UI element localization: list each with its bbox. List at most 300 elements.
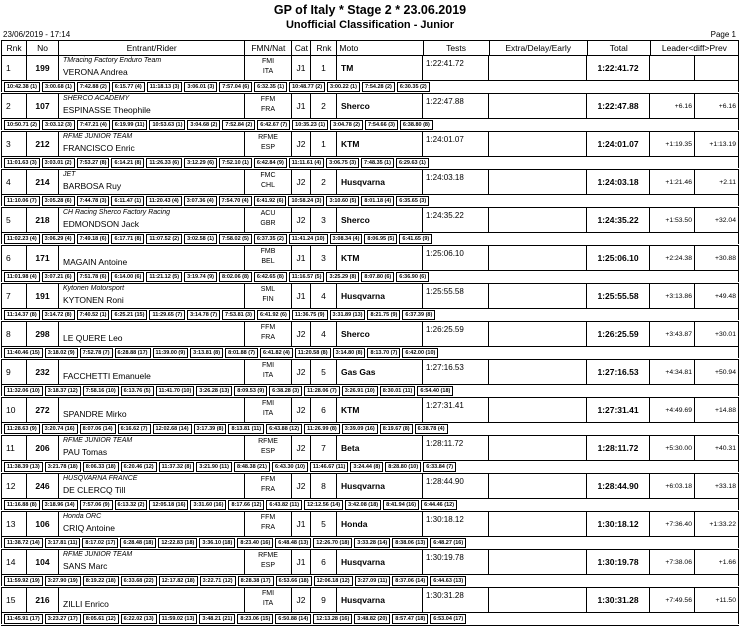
rider-nat: CHL — [260, 182, 275, 189]
split-time: 11:26.99 (8) — [304, 424, 340, 434]
split-time: 8:38.06 (13) — [392, 538, 428, 548]
split-time: 12:13.28 (16) — [313, 614, 352, 624]
split-time: 3:24.44 (8) — [350, 462, 383, 472]
rider-total: 1:30:31.28 — [587, 588, 650, 612]
split-time: 3:27.09 (11) — [355, 576, 391, 586]
split-time: 8:48.38 (21) — [234, 462, 270, 472]
split-time: 8:17.66 (12) — [228, 500, 264, 510]
split-time: 3:07.36 (4) — [184, 196, 217, 206]
rider-number: 199 — [27, 56, 59, 80]
rider-nat: FRA — [261, 486, 275, 493]
rider-extra — [489, 170, 587, 194]
split-time: 8:41.94 (16) — [383, 500, 419, 510]
rider-number: 272 — [27, 398, 59, 422]
rider-moto: Husqvarna — [337, 474, 423, 498]
rider-total: 1:27:16.53 — [587, 360, 650, 384]
rider-fmn: FMB — [260, 248, 276, 255]
split-time: 10:58.24 (3) — [288, 196, 324, 206]
rider-fmn: RFME — [258, 438, 278, 445]
split-time: 8:57.47 (18) — [392, 614, 428, 624]
rider-entrant — [59, 132, 245, 156]
rider-name: BARBOSA Ruy — [63, 181, 122, 191]
rider-extra — [489, 94, 587, 118]
rider-rank: 14 — [2, 550, 27, 574]
rider-main-line — [1, 322, 739, 346]
split-time: 3:06.01 (3) — [184, 82, 217, 92]
rider-rank: 4 — [2, 170, 27, 194]
split-time: 6:42.67 (7) — [257, 120, 290, 130]
rider-total: 1:24:03.18 — [587, 170, 650, 194]
split-time: 12:26.70 (18) — [313, 538, 352, 548]
split-time: 6:42.84 (9) — [254, 158, 287, 168]
rider-entrant — [59, 398, 245, 422]
split-time: 8:28.38 (17) — [238, 576, 274, 586]
rider-name: DE CLERCQ Till — [63, 485, 126, 495]
split-time: 3:04.78 (2) — [330, 120, 363, 130]
split-time: 11:46.67 (11) — [310, 462, 348, 472]
rider-number: 214 — [27, 170, 59, 194]
col-header-total: Total — [587, 41, 650, 56]
rider-category: J2 — [292, 322, 311, 346]
split-time: 3:12.29 (6) — [184, 158, 217, 168]
split-time: 3:06.75 (3) — [326, 158, 359, 168]
rider-fmn: FFM — [260, 96, 276, 103]
rider-rank: 13 — [2, 512, 27, 536]
rider-category: J2 — [292, 208, 311, 232]
rider-team: Honda ORC — [63, 513, 102, 520]
split-time: 8:07.80 (6) — [361, 272, 394, 282]
rider-name: VERONA Andrea — [63, 67, 128, 77]
split-times-line — [1, 460, 739, 472]
rider-number: 107 — [27, 94, 59, 118]
split-time: 3:14.80 (8) — [333, 348, 366, 358]
rider-prev-diff: +1:13.19 — [709, 140, 736, 148]
rider-row — [1, 132, 739, 170]
rider-main-line — [1, 436, 739, 460]
rider-total: 1:28:11.72 — [587, 436, 650, 460]
rider-extra — [489, 322, 587, 346]
rider-tests-time: 1:22:41.72 — [426, 59, 464, 68]
split-time: 6:28.88 (17) — [115, 348, 151, 358]
split-time: 3:23.27 (17) — [45, 614, 81, 624]
rider-name: ZILLI Enrico — [63, 599, 109, 609]
rider-moto: Husqvarna — [337, 588, 423, 612]
split-time: 7:54.28 (2) — [362, 82, 395, 92]
rider-moto: Husqvarna — [337, 284, 423, 308]
rider-prev-diff: +14.88 — [715, 406, 736, 414]
rider-main-line — [1, 512, 739, 536]
split-time: 11:28.06 (7) — [304, 386, 340, 396]
split-time: 11:59.92 (19) — [4, 576, 43, 586]
split-time: 6:50.88 (14) — [275, 614, 311, 624]
split-time: 3:05.28 (6) — [42, 196, 75, 206]
split-time: 7:49.18 (6) — [77, 234, 110, 244]
rider-category-rank: 1 — [311, 132, 337, 156]
split-time: 3:13.81 (8) — [190, 348, 223, 358]
rider-prev-diff: +32.04 — [715, 216, 736, 224]
split-time: 10:53.63 (1) — [149, 120, 185, 130]
rider-tests — [423, 170, 489, 194]
split-time: 11:20.43 (4) — [146, 196, 182, 206]
split-times-line — [1, 118, 739, 130]
split-time: 6:22.02 (13) — [121, 614, 157, 624]
rider-category-rank: 5 — [311, 360, 337, 384]
rider-row — [1, 360, 739, 398]
rider-entrant — [59, 360, 245, 384]
split-time: 3:10.60 (5) — [326, 196, 359, 206]
rider-category-rank: 4 — [311, 322, 337, 346]
rider-main-line — [1, 132, 739, 156]
rider-tests — [423, 474, 489, 498]
rider-main-line — [1, 246, 739, 270]
split-time: 3:48.82 (20) — [354, 614, 390, 624]
split-time: 3:18.37 (12) — [45, 386, 81, 396]
rider-leader-diff: +1:53.50 — [650, 208, 695, 232]
split-times-line — [1, 422, 739, 434]
split-time: 6:41.92 (6) — [254, 196, 287, 206]
split-time: 6:42.00 (10) — [402, 348, 438, 358]
split-time: 12:17.82 (18) — [159, 576, 198, 586]
split-time: 6:33.84 (7) — [423, 462, 456, 472]
rider-rank: 10 — [2, 398, 27, 422]
rider-moto: Husqvarna — [337, 170, 423, 194]
split-time: 6:43.82 (11) — [266, 500, 302, 510]
split-times-line — [1, 574, 739, 586]
split-time: 6:29.63 (1) — [396, 158, 429, 168]
rider-total: 1:25:55.58 — [587, 284, 650, 308]
rider-extra — [489, 246, 587, 270]
rider-fmn-nat — [245, 246, 292, 270]
rider-category: J1 — [292, 94, 311, 118]
rider-prev-diff: +2.11 — [719, 178, 736, 186]
classification-list — [1, 56, 739, 626]
split-time: 11:07.52 (2) — [146, 234, 182, 244]
rider-category-rank: 7 — [311, 436, 337, 460]
split-time: 10:35.23 (1) — [292, 120, 328, 130]
rider-fmn: FMC — [260, 172, 276, 179]
split-time: 3:18.96 (14) — [42, 500, 78, 510]
rider-tests-time: 1:30:19.78 — [426, 553, 464, 562]
rider-tests — [423, 588, 489, 612]
rider-extra — [489, 132, 587, 156]
rider-name: FRANCISCO Enric — [63, 143, 135, 153]
rider-tests-time: 1:30:18.12 — [426, 515, 464, 524]
rider-team: RFME JUNIOR TEAM — [63, 437, 133, 444]
rider-main-line — [1, 208, 739, 232]
rider-leader-diff: +7:36.40 — [650, 512, 695, 536]
rider-category-rank: 2 — [311, 94, 337, 118]
rider-moto: KTM — [337, 398, 423, 422]
split-time: 7:47.21 (4) — [77, 120, 110, 130]
rider-leader-diff: +6:03.18 — [650, 474, 695, 498]
rider-tests-time: 1:24:35.22 — [426, 211, 464, 220]
split-time: 6:38.28 (3) — [269, 386, 302, 396]
rider-total: 1:30:19.78 — [587, 550, 650, 574]
split-time: 12:22.83 (18) — [158, 538, 197, 548]
rider-prev-diff: +33.18 — [715, 482, 736, 490]
split-time: 7:54.66 (3) — [365, 120, 398, 130]
rider-fmn: FMI — [261, 362, 275, 369]
rider-tests-time: 1:30:31.28 — [426, 591, 464, 600]
split-time: 7:52.10 (1) — [219, 158, 252, 168]
split-time: 8:17.02 (17) — [82, 538, 118, 548]
col-header-entrant: Entrant/Rider — [59, 41, 245, 56]
rider-total: 1:27:31.41 — [587, 398, 650, 422]
split-time: 6:15.77 (4) — [112, 82, 145, 92]
split-times-line — [1, 80, 739, 92]
rider-number: 106 — [27, 512, 59, 536]
rider-category: J2 — [292, 398, 311, 422]
rider-name: ESPINASSE Theophile — [63, 105, 151, 115]
rider-nat: GBR — [260, 220, 276, 227]
split-time: 3:18.02 (9) — [45, 348, 78, 358]
rider-rank: 8 — [2, 322, 27, 346]
split-time: 11:01.63 (3) — [4, 158, 40, 168]
split-time: 6:13.76 (5) — [121, 386, 154, 396]
split-time: 6:16.62 (7) — [118, 424, 151, 434]
rider-entrant — [59, 208, 245, 232]
split-time: 3:17.81 (11) — [45, 538, 81, 548]
rider-team: RFME JUNIOR TEAM — [63, 133, 133, 140]
split-time: 6:53.66 (18) — [276, 576, 312, 586]
rider-nat: ITA — [262, 372, 274, 379]
split-time: 8:01.88 (7) — [225, 348, 258, 358]
rider-tests-time: 1:25:06.10 — [426, 249, 464, 258]
rider-category-rank: 3 — [311, 208, 337, 232]
split-time: 8:13.81 (11) — [228, 424, 264, 434]
rider-prev-diff: +1:33.22 — [709, 520, 736, 528]
rider-nat: FIN — [262, 296, 274, 303]
split-time: 11:16.57 (5) — [289, 272, 325, 282]
rider-tests-time: 1:25:55.58 — [426, 287, 464, 296]
rider-fmn-nat — [245, 170, 292, 194]
rider-tests-time: 1:22:47.88 — [426, 97, 464, 106]
col-header-no: No — [27, 41, 59, 56]
rider-moto: KTM — [337, 246, 423, 270]
rider-fmn-nat — [245, 550, 292, 574]
split-times-line — [1, 270, 739, 282]
split-time: 11:26.33 (6) — [146, 158, 182, 168]
split-time: 7:57.06 (9) — [80, 500, 113, 510]
split-time: 8:01.18 (4) — [361, 196, 394, 206]
rider-moto: Gas Gas — [337, 360, 423, 384]
rider-category-rank: 3 — [311, 246, 337, 270]
rider-entrant — [59, 512, 245, 536]
split-time: 11:20.58 (8) — [295, 348, 331, 358]
split-time: 11:37.32 (8) — [159, 462, 195, 472]
split-time: 11:29.65 (7) — [149, 310, 185, 320]
split-time: 3:36.10 (18) — [199, 538, 235, 548]
split-time: 7:52.78 (7) — [80, 348, 113, 358]
rider-total: 1:22:41.72 — [587, 56, 650, 80]
rider-main-line — [1, 398, 739, 422]
rider-moto: Sherco — [337, 208, 423, 232]
split-time: 11:59.02 (13) — [159, 614, 198, 624]
split-time: 7:52.84 (2) — [222, 120, 255, 130]
rider-tests — [423, 436, 489, 460]
rider-category: J2 — [292, 436, 311, 460]
rider-rank: 6 — [2, 246, 27, 270]
rider-prev-diff — [695, 56, 738, 80]
split-time: 8:13.70 (7) — [367, 348, 400, 358]
rider-rank: 9 — [2, 360, 27, 384]
split-time: 7:42.88 (2) — [77, 82, 110, 92]
split-time: 7:44.78 (3) — [77, 196, 110, 206]
split-time: 3:26.91 (10) — [342, 386, 378, 396]
split-time: 6:14.00 (6) — [111, 272, 144, 282]
split-time: 3:22.71 (12) — [200, 576, 236, 586]
rider-leader-diff: +3:43.87 — [650, 322, 695, 346]
rider-main-line — [1, 588, 739, 612]
rider-entrant — [59, 588, 245, 612]
split-time: 6:37.39 (8) — [402, 310, 435, 320]
split-time: 11:32.06 (10) — [4, 386, 43, 396]
rider-moto: Husqvarna — [337, 550, 423, 574]
split-time: 12:12.56 (14) — [304, 500, 343, 510]
rider-number: 191 — [27, 284, 59, 308]
rider-tests — [423, 360, 489, 384]
split-time: 11:41.24 (10) — [289, 234, 328, 244]
rider-row — [1, 246, 739, 284]
rider-category: J1 — [292, 550, 311, 574]
split-times-line — [1, 194, 739, 206]
rider-rank: 1 — [2, 56, 27, 80]
rider-tests-time: 1:26:25.59 — [426, 325, 464, 334]
rider-main-line — [1, 94, 739, 118]
rider-nat: ESP — [260, 144, 275, 151]
col-header-moto: Moto — [337, 41, 423, 56]
rider-fmn-nat — [245, 322, 292, 346]
split-time: 7:54.70 (4) — [219, 196, 252, 206]
rider-row — [1, 588, 739, 626]
rider-extra — [489, 436, 587, 460]
rider-category-rank: 6 — [311, 398, 337, 422]
rider-total: 1:30:18.12 — [587, 512, 650, 536]
rider-fmn: FFM — [260, 514, 276, 521]
split-time: 7:51.78 (6) — [77, 272, 110, 282]
rider-fmn: SML — [260, 286, 276, 293]
rider-team: CH Racing Sherco Factory Racing — [63, 209, 170, 216]
split-time: 6:32.35 (1) — [254, 82, 287, 92]
rider-nat: ESP — [260, 562, 275, 569]
rider-row — [1, 436, 739, 474]
rider-row — [1, 170, 739, 208]
rider-leader-diff: +1:19.35 — [650, 132, 695, 156]
rider-team: TMracing Factory Enduro Team — [63, 57, 162, 64]
rider-main-line — [1, 170, 739, 194]
rider-category-rank: 2 — [311, 170, 337, 194]
split-time: 3:33.28 (14) — [354, 538, 390, 548]
rider-extra — [489, 588, 587, 612]
rider-team: HUSQVARNA FRANCE — [63, 475, 138, 482]
rider-row — [1, 208, 739, 246]
rider-total: 1:24:35.22 — [587, 208, 650, 232]
rider-leader-diff: +2:24.38 — [650, 246, 695, 270]
rider-main-line — [1, 56, 739, 80]
rider-extra — [489, 474, 587, 498]
rider-nat: ESP — [260, 448, 275, 455]
rider-leader-diff: +6.16 — [650, 94, 695, 118]
rider-row — [1, 56, 739, 94]
split-time: 3:17.39 (8) — [194, 424, 227, 434]
split-time: 8:23.40 (16) — [237, 538, 273, 548]
split-time: 8:02.06 (8) — [219, 272, 252, 282]
split-time: 3:48.21 (21) — [199, 614, 235, 624]
split-time: 3:03.01 (2) — [42, 158, 75, 168]
split-time: 6:20.46 (12) — [121, 462, 157, 472]
col-header-tests: Tests — [423, 41, 489, 56]
page-subtitle: Unofficial Classification - Junior — [285, 19, 455, 31]
rider-row — [1, 550, 739, 588]
split-time: 3:39.09 (16) — [342, 424, 378, 434]
split-time: 6:14.21 (8) — [111, 158, 144, 168]
rider-nat: ITA — [262, 68, 274, 75]
print-date: 23/06/2019 - 17:14 — [3, 30, 71, 39]
rider-category: J1 — [292, 512, 311, 536]
split-time: 11:40.46 (15) — [4, 348, 43, 358]
rider-prev-diff: +6.16 — [718, 102, 736, 110]
split-time: 3:02.58 (1) — [184, 234, 217, 244]
rider-main-line — [1, 550, 739, 574]
rider-category: J2 — [292, 588, 311, 612]
split-time: 10:48.77 (2) — [289, 82, 325, 92]
rider-number: 298 — [27, 322, 59, 346]
col-header-cat: Cat — [292, 41, 311, 56]
rider-fmn-nat — [245, 56, 292, 80]
rider-fmn-nat — [245, 398, 292, 422]
rider-rank: 15 — [2, 588, 27, 612]
rider-prev-diff: +49.48 — [715, 292, 736, 300]
rider-fmn-nat — [245, 132, 292, 156]
rider-entrant — [59, 170, 245, 194]
split-time: 6:43.88 (12) — [266, 424, 302, 434]
rider-category-rank: 8 — [311, 474, 337, 498]
rider-name: KYTONEN Roni — [63, 295, 124, 305]
rider-category: J1 — [292, 284, 311, 308]
rider-entrant — [59, 284, 245, 308]
rider-number: 212 — [27, 132, 59, 156]
split-time: 11:45.91 (17) — [4, 614, 43, 624]
rider-leader-diff: +4:49.69 — [650, 398, 695, 422]
rider-category: J1 — [292, 246, 311, 270]
rider-extra — [489, 56, 587, 80]
rider-fmn-nat — [245, 94, 292, 118]
rider-name: PAU Tomas — [63, 447, 108, 457]
split-times-line — [1, 156, 739, 168]
split-time: 10:50.71 (2) — [4, 120, 40, 130]
rider-prev-diff: +40.31 — [715, 444, 736, 452]
rider-leader-diff: +7:38.06 — [650, 550, 695, 574]
split-time: 6:42.65 (8) — [254, 272, 287, 282]
rider-tests — [423, 132, 489, 156]
rider-row — [1, 94, 739, 132]
rider-tests — [423, 322, 489, 346]
split-time: 3:21.78 (18) — [45, 462, 81, 472]
split-time: 8:19.67 (8) — [380, 424, 413, 434]
rider-category: J2 — [292, 474, 311, 498]
rider-tests-time: 1:27:31.41 — [426, 401, 464, 410]
rider-nat: FRA — [261, 334, 275, 341]
rider-name: MAGAIN Antoine — [63, 257, 128, 267]
rider-number: 206 — [27, 436, 59, 460]
rider-rank: 11 — [2, 436, 27, 460]
split-time: 6:38.78 (4) — [415, 424, 448, 434]
rider-tests — [423, 512, 489, 536]
split-times-line — [1, 346, 739, 358]
split-times-line — [1, 384, 739, 396]
rider-name: SPANDRE Mirko — [63, 409, 127, 419]
split-time: 3:19.74 (9) — [184, 272, 217, 282]
